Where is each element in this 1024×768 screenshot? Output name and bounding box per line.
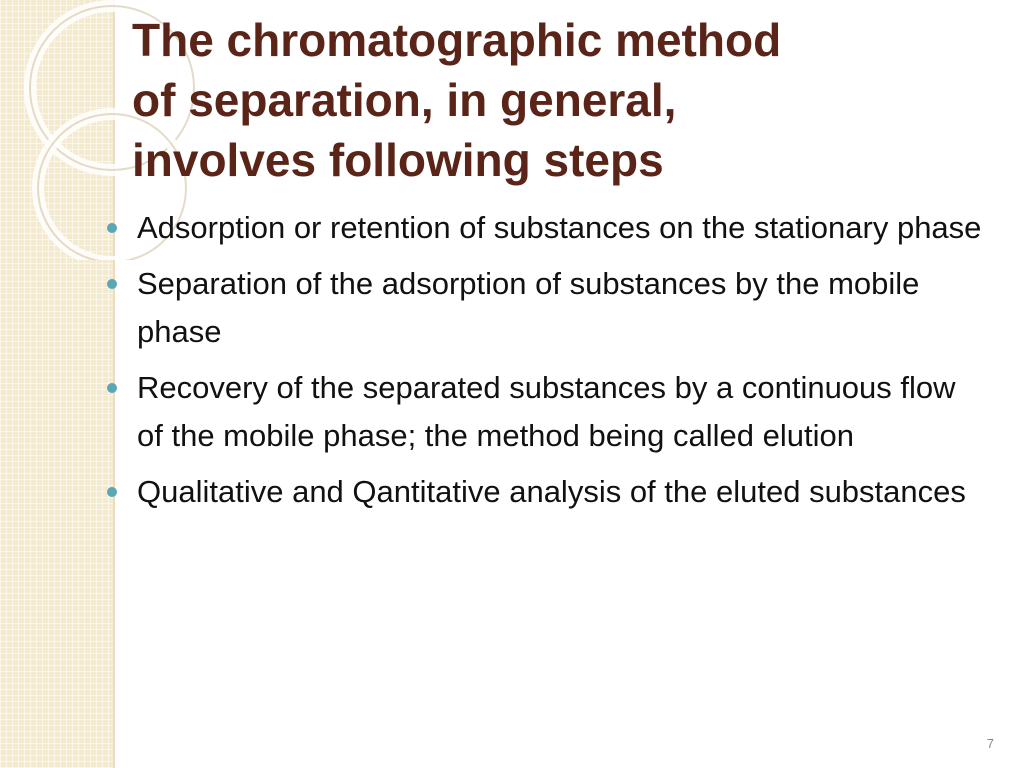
bullet-text: Qualitative and Qantitative analysis of the eluted substances (137, 474, 966, 509)
bullet-text: Separation of the adsorption of substances by the mobile phase (137, 266, 920, 349)
bullet-icon (107, 223, 117, 233)
title-line-2: of separation, in general, (132, 74, 677, 126)
bullet-item (104, 260, 984, 356)
title-line-3: involves following steps (132, 134, 664, 186)
bullet-list (104, 204, 984, 524)
slide-title (132, 10, 992, 190)
title-line-1: The chromatographic method (132, 14, 782, 66)
bullet-icon (107, 487, 117, 497)
bullet-item (104, 468, 984, 516)
bullet-text: Adsorption or retention of substances on the stationary phase (137, 210, 982, 245)
bullet-icon (107, 383, 117, 393)
page-number: 7 (986, 736, 994, 751)
bullet-item (104, 204, 984, 252)
bullet-item (104, 364, 984, 460)
bullet-text: Recovery of the separated substances by a continuous flow of the mobile phase; the method being called elution (137, 370, 956, 453)
bullet-icon (107, 279, 117, 289)
